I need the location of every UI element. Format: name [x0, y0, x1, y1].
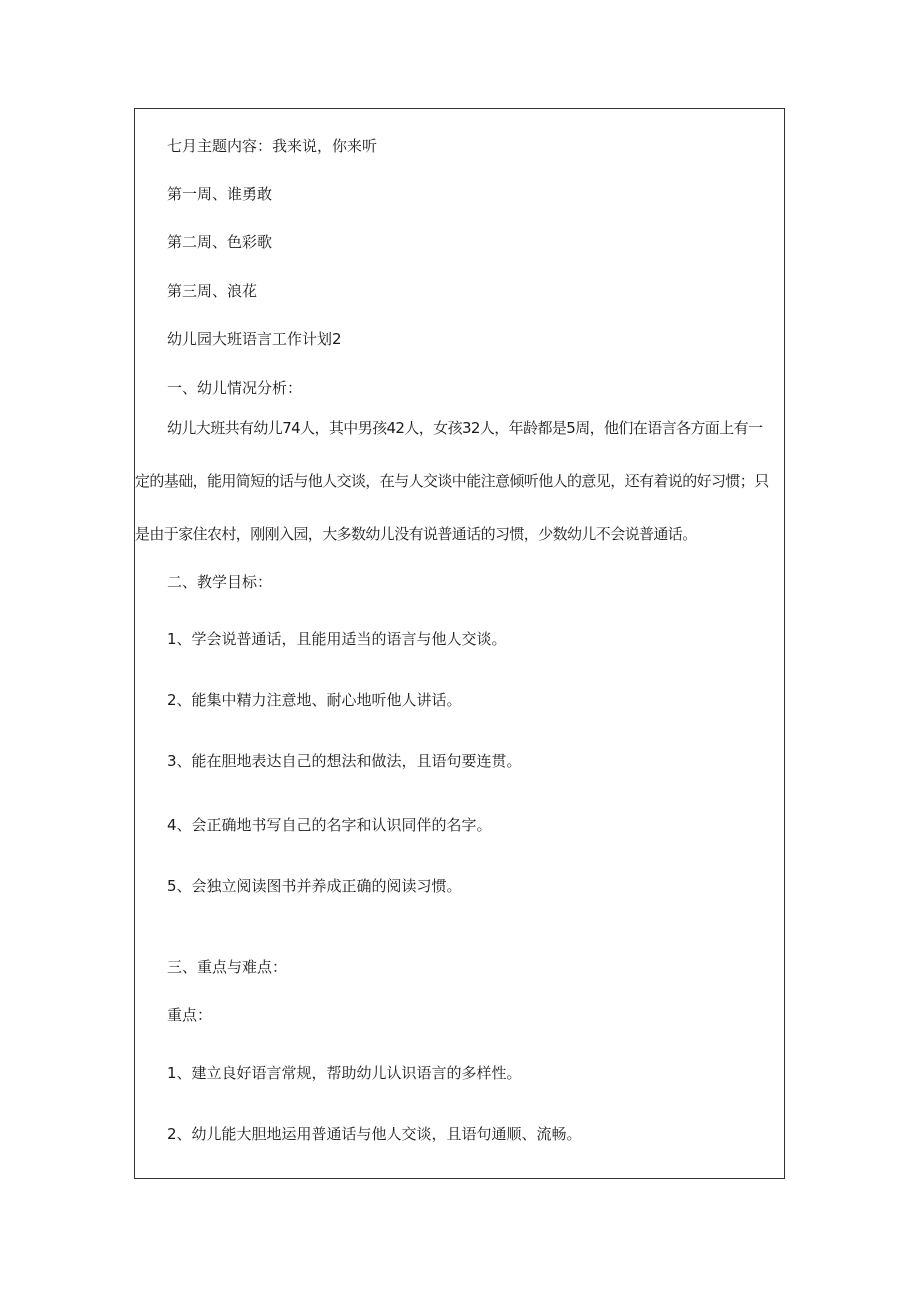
section-title: 幼儿园大班语言工作计划2 [167, 330, 342, 348]
week-three-line: 第三周、浪花 [167, 282, 258, 300]
key-point-item: 2、幼儿能大胆地运用普通话与他人交谈，且语句通顺、流畅。 [167, 1125, 582, 1143]
paragraph-line: 定的基础，能用简短的话与他人交谈，在与人交谈中能注意倾听他人的意见，还有着说的好习惯；只 [135, 472, 769, 490]
week-two-line: 第二周、色彩歌 [167, 233, 273, 251]
goal-item: 2、能集中精力注意地、耐心地听他人讲话。 [167, 691, 462, 709]
key-points-subheading: 重点： [167, 1006, 213, 1024]
document-frame [134, 108, 785, 1179]
paragraph-line: 是由于家住农村，刚刚入园，大多数幼儿没有说普通话的习惯，少数幼儿不会说普通话。 [135, 525, 697, 543]
key-point-item: 1、建立良好语言常规，帮助幼儿认识语言的多样性。 [167, 1064, 522, 1082]
goal-item: 1、学会说普通话，且能用适当的语言与他人交谈。 [167, 630, 507, 648]
analysis-paragraph [135, 402, 786, 561]
goals-heading: 二、教学目标： [167, 573, 273, 591]
key-points-heading: 三、重点与难点： [167, 958, 288, 976]
goal-item: 4、会正确地书写自己的名字和认识同伴的名字。 [167, 816, 492, 834]
analysis-heading: 一、幼儿情况分析： [167, 379, 303, 397]
goal-item: 5、会独立阅读图书并养成正确的阅读习惯。 [167, 877, 462, 895]
paragraph-line: 幼儿大班共有幼儿74人，其中男孩42人，女孩32人，年龄都是5周，他们在语言各方面上有一 [167, 419, 763, 437]
month-theme-line: 七月主题内容：我来说，你来听 [167, 137, 378, 155]
week-one-line: 第一周、谁勇敢 [167, 185, 273, 203]
goal-item: 3、能在胆地表达自己的想法和做法，且语句要连贯。 [167, 752, 522, 770]
